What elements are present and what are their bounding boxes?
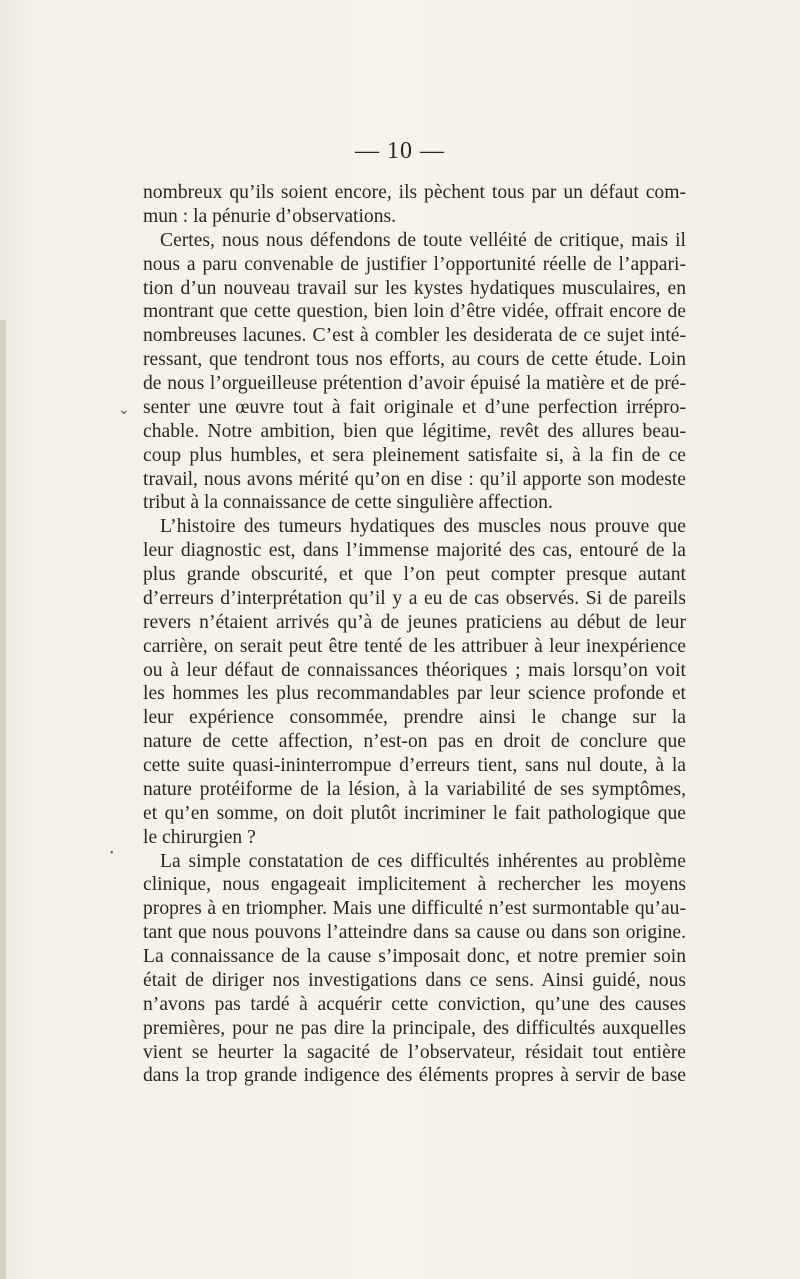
text-line: le chirurgien ? xyxy=(143,826,256,848)
text-line: ressant, que tendront tous nos efforts, au cours de cette étude. Loin xyxy=(143,349,686,371)
text-line: clinique, nous engageait implicitement à rechercher les moyens xyxy=(143,874,686,896)
text-line: cette suite quasi-ininterrompue d’erreurs tient, sans nul doute, à la xyxy=(143,755,686,776)
text-line: tion d’un nouveau travail sur les kystes hydatiques musculaires, en xyxy=(143,277,686,299)
text-line: nombreux qu’ils soient encore, ils pèchent tous par un défaut com- xyxy=(143,182,686,203)
text-line: senter une œuvre tout à fait originale et d’une perfection irrépro- xyxy=(143,396,686,418)
text-line: les hommes les plus recommandables par leur science profonde et xyxy=(143,683,686,705)
margin-mark: • xyxy=(110,848,114,859)
page-number: — 10 — xyxy=(355,138,445,164)
text-line: ou à leur défaut de connaissances théoriques ; mais lorsqu’on voit xyxy=(143,659,686,681)
text-line: de nous l’orgueilleuse prétention d’avoir épuisé la matière et de pré- xyxy=(143,373,686,394)
page-edge-shadow xyxy=(0,320,6,1279)
text-line: leur expérience consommée, prendre ainsi le change sur la xyxy=(143,707,686,729)
text-line: tant que nous pouvons l’atteindre dans sa cause ou dans son origine. xyxy=(143,922,686,944)
text-line: mun : la pénurie d’observations. xyxy=(143,205,397,227)
text-line: et qu’en somme, on doit plutôt incriminer le fait pathologique que xyxy=(143,802,686,824)
body-text xyxy=(143,181,686,1088)
text-line: coup plus humbles, et sera pleinement satisfaite si, à la fin de ce xyxy=(143,444,686,466)
text-line: La simple constatation de ces difficultés inhérentes au problème xyxy=(160,850,686,872)
text-line: dans la trop grande indigence des éléments propres à servir de base xyxy=(143,1065,686,1087)
margin-mark: ⌄ xyxy=(118,403,130,418)
text-line: d’erreurs d’interprétation qu’il y a eu de cas observés. Si de pareils xyxy=(143,587,686,609)
text-line: montrant que cette question, bien loin d’être vidée, offrait encore de xyxy=(143,301,686,323)
text-line: plus grande obscurité, et que l’on peut compter presque autant xyxy=(143,564,686,585)
text-line: Certes, nous nous défendons de toute velléité de critique, mais il xyxy=(160,229,686,251)
text-line: revers n’étaient arrivés qu’à de jeunes praticiens au début de leur xyxy=(143,611,686,633)
text-line: était de diriger nos investigations dans ce sens. Ainsi guidé, nous xyxy=(143,969,686,991)
text-line: vient se heurter la sagacité de l’observateur, résidait tout entière xyxy=(143,1041,686,1063)
text-line: tribut à la connaissance de cette singulière affection. xyxy=(143,492,553,514)
text-line: chable. Notre ambition, bien que légitime, revêt des allures beau- xyxy=(143,420,686,442)
text-line: n’avons pas tardé à acquérir cette conviction, qu’une des causes xyxy=(143,993,686,1015)
text-line: propres à en triompher. Mais une difficulté n’est surmontable qu’au- xyxy=(143,898,686,920)
text-line: carrière, on serait peut être tenté de les attribuer à leur inexpérience xyxy=(143,635,686,657)
text-line: L’histoire des tumeurs hydatiques des muscles nous prouve que xyxy=(160,516,686,538)
text-line: leur diagnostic est, dans l’immense majorité des cas, entouré de la xyxy=(143,540,686,562)
text-line: travail, nous avons mérité qu’on en dise : qu’il apporte son modeste xyxy=(143,468,686,490)
text-line: premières, pour ne pas dire la principale, des difficultés auxquelles xyxy=(143,1017,686,1039)
text-line: nous a paru convenable de justifier l’opportunité réelle de l’appari- xyxy=(143,253,686,275)
text-line: nature protéiforme de la lésion, à la variabilité de ses symptômes, xyxy=(143,778,686,800)
text-line: La connaissance de la cause s’imposait donc, et notre premier soin xyxy=(143,946,686,967)
text-line: nombreuses lacunes. C’est à combler les desiderata de ce sujet inté- xyxy=(143,325,686,347)
text-line: nature de cette affection, n’est-on pas en droit de conclure que xyxy=(143,731,686,753)
